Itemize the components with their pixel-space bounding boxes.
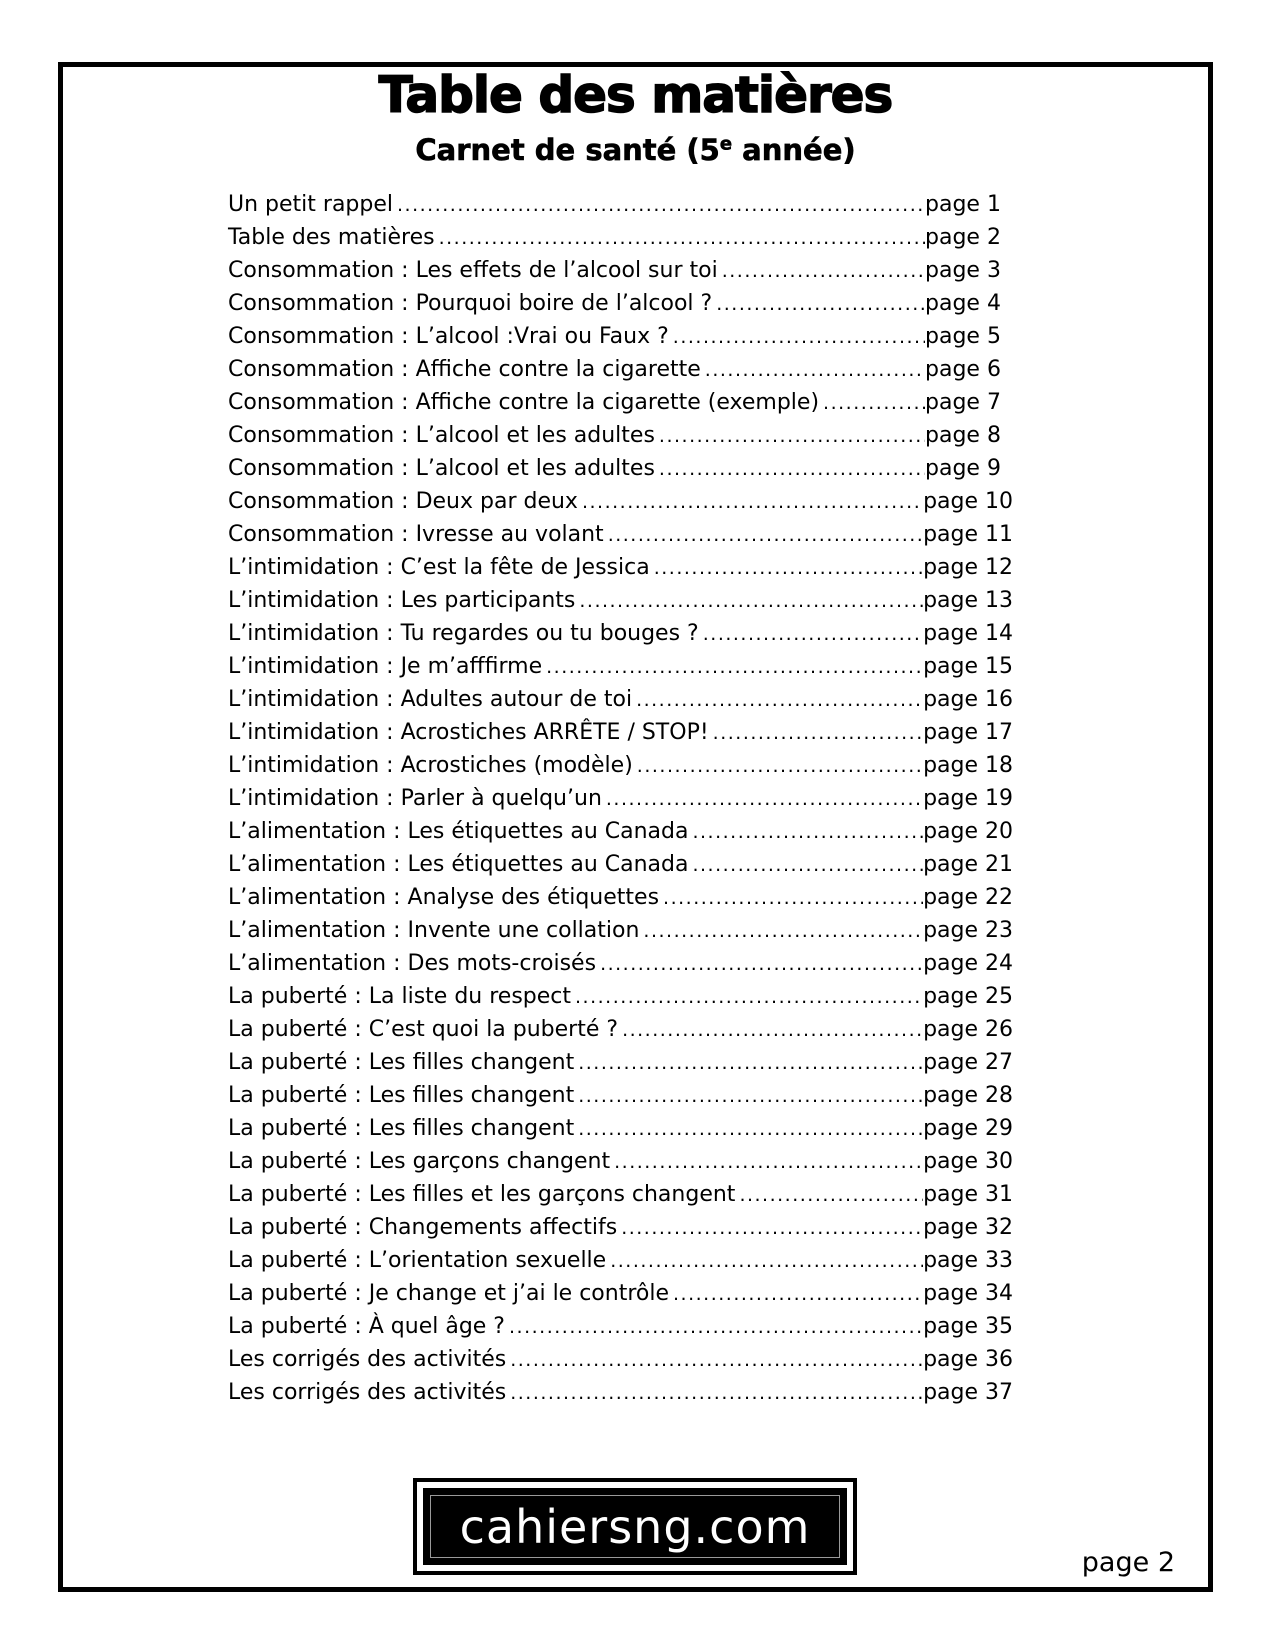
dot-leader — [542, 656, 923, 678]
toc-entry-page: page 33 — [923, 1248, 1013, 1273]
toc-entry-label: L’intimidation : Adultes autour de toi — [228, 687, 633, 712]
dot-leader — [574, 1118, 923, 1140]
dot-leader — [604, 524, 923, 546]
toc-entry-page: page 30 — [923, 1149, 1013, 1174]
toc-entry-label: Consommation : L’alcool et les adultes — [228, 423, 655, 448]
dot-leader — [688, 854, 923, 876]
toc-entry-label: L’alimentation : Des mots-croisés — [228, 951, 597, 976]
toc-entry-label: Un petit rappel — [228, 192, 393, 217]
toc-entry-label: Consommation : L’alcool :Vrai ou Faux ? — [228, 324, 669, 349]
toc-entry-label: La puberté : C’est quoi la puberté ? — [228, 1017, 619, 1042]
toc-entry-label: La puberté : À quel âge ? — [228, 1314, 505, 1339]
dot-leader — [650, 557, 923, 579]
toc-entry-label: L’intimidation : Acrostiches (modèle) — [228, 753, 633, 778]
dot-leader — [617, 1217, 923, 1239]
toc-entry-label: La puberté : Changements affectifs — [228, 1215, 618, 1240]
dot-leader — [578, 491, 923, 513]
toc-entry-page: page 34 — [923, 1281, 1013, 1306]
toc-entry-label: L’intimidation : Tu regardes ou tu bouges ? — [228, 621, 699, 646]
toc-row — [228, 1215, 1013, 1248]
subtitle-text: Carnet de santé (5 — [415, 133, 720, 167]
dot-leader — [701, 359, 925, 381]
toc-entry-label: Consommation : Deux par deux — [228, 489, 578, 514]
dot-leader — [669, 326, 925, 348]
toc-entry-page: page 2 — [925, 225, 1001, 250]
toc-entry-page: page 5 — [925, 324, 1001, 349]
toc-row — [228, 885, 1013, 918]
toc-row — [228, 390, 1013, 423]
dot-leader — [655, 425, 925, 447]
dot-leader — [709, 722, 923, 744]
dot-leader — [610, 1151, 923, 1173]
dot-leader — [639, 920, 923, 942]
toc-entry-label: L’intimidation : Parler à quelqu’un — [228, 786, 602, 811]
toc-entry-label: La puberté : Les filles changent — [228, 1116, 575, 1141]
page-subtitle — [58, 133, 1213, 167]
toc-entry-page: page 13 — [923, 588, 1013, 613]
toc-entry-page: page 36 — [923, 1347, 1013, 1372]
toc-entry-label: Consommation : Pourquoi boire de l’alcool ? — [228, 291, 713, 316]
toc-row — [228, 1116, 1013, 1149]
dot-leader — [602, 788, 923, 810]
toc-entry-page: page 28 — [923, 1083, 1013, 1108]
site-stamp-inner — [423, 1488, 847, 1565]
toc-entry-page: page 16 — [923, 687, 1013, 712]
toc-entry-page: page 23 — [923, 918, 1013, 943]
toc-row — [228, 555, 1013, 588]
toc-entry-page: page 35 — [923, 1314, 1013, 1339]
footer-page-number: page 2 — [1081, 1547, 1175, 1578]
toc-entry-label: L’intimidation : C’est la fête de Jessica — [228, 555, 650, 580]
dot-leader — [574, 1085, 923, 1107]
toc-entry-page: page 22 — [923, 885, 1013, 910]
toc-entry-label: La puberté : Les filles changent — [228, 1083, 575, 1108]
toc-row — [228, 852, 1013, 885]
dot-leader — [699, 623, 923, 645]
toc-row — [228, 1248, 1013, 1281]
toc-list — [228, 192, 1013, 1413]
dot-leader — [393, 194, 925, 216]
site-stamp-box — [413, 1478, 857, 1575]
toc-row — [228, 324, 1013, 357]
toc-entry-label: L’intimidation : Je m’afffirme — [228, 654, 543, 679]
toc-entry-label: Table des matières — [228, 225, 435, 250]
dot-leader — [633, 755, 923, 777]
toc-entry-label: Consommation : Affiche contre la cigarette — [228, 357, 701, 382]
toc-row — [228, 225, 1013, 258]
toc-entry-page: page 18 — [923, 753, 1013, 778]
toc-row — [228, 621, 1013, 654]
toc-entry-page: page 27 — [923, 1050, 1013, 1075]
toc-entry-page: page 20 — [923, 819, 1013, 844]
dot-leader — [435, 227, 925, 249]
dot-leader — [655, 458, 925, 480]
dot-leader — [718, 260, 925, 282]
toc-entry-page: page 1 — [925, 192, 1001, 217]
toc-row — [228, 654, 1013, 687]
dot-leader — [819, 392, 925, 414]
toc-entry-page: page 19 — [923, 786, 1013, 811]
toc-entry-page: page 29 — [923, 1116, 1013, 1141]
toc-row — [228, 1380, 1013, 1413]
toc-row — [228, 687, 1013, 720]
toc-entry-page: page 14 — [923, 621, 1013, 646]
toc-row — [228, 489, 1013, 522]
toc-entry-page: page 8 — [925, 423, 1001, 448]
toc-row — [228, 1347, 1013, 1380]
toc-entry-label: La puberté : Les filles et les garçons changent — [228, 1182, 736, 1207]
toc-entry-page: page 26 — [923, 1017, 1013, 1042]
toc-entry-label: Consommation : Affiche contre la cigarette (exemple) — [228, 390, 820, 415]
toc-entry-page: page 25 — [923, 984, 1013, 1009]
toc-entry-label: La puberté : Les filles changent — [228, 1050, 575, 1075]
toc-row — [228, 1314, 1013, 1347]
dot-leader — [659, 887, 923, 909]
dot-leader — [505, 1316, 923, 1338]
toc-row — [228, 1017, 1013, 1050]
toc-entry-label: La puberté : Les garçons changent — [228, 1149, 611, 1174]
dot-leader — [606, 1250, 923, 1272]
toc-row — [228, 1281, 1013, 1314]
toc-entry-label: Consommation : Les effets de l’alcool sur toi — [228, 258, 718, 283]
subtitle-text-suffix: année) — [732, 133, 856, 167]
toc-entry-page: page 10 — [923, 489, 1013, 514]
toc-entry-label: La puberté : La liste du respect — [228, 984, 571, 1009]
toc-row — [228, 522, 1013, 555]
toc-row — [228, 192, 1013, 225]
toc-entry-page: page 24 — [923, 951, 1013, 976]
toc-row — [228, 291, 1013, 324]
toc-row — [228, 819, 1013, 852]
toc-entry-label: L’alimentation : Les étiquettes au Canada — [228, 819, 689, 844]
toc-row — [228, 1050, 1013, 1083]
subtitle-superscript: e — [719, 133, 733, 155]
toc-entry-label: L’intimidation : Acrostiches ARRÊTE / STOP! — [228, 720, 709, 745]
dot-leader — [632, 689, 923, 711]
dot-leader — [506, 1382, 923, 1404]
dot-leader — [669, 1283, 923, 1305]
toc-row — [228, 951, 1013, 984]
dot-leader — [735, 1184, 923, 1206]
toc-row — [228, 588, 1013, 621]
dot-leader — [712, 293, 925, 315]
toc-entry-page: page 17 — [923, 720, 1013, 745]
toc-row — [228, 1149, 1013, 1182]
site-url-label: cahiersng.com — [459, 1499, 811, 1554]
page-title: Table des matières — [378, 66, 893, 124]
toc-row — [228, 786, 1013, 819]
toc-entry-label: L’alimentation : Les étiquettes au Canada — [228, 852, 689, 877]
toc-entry-label: La puberté : L’orientation sexuelle — [228, 1248, 607, 1273]
toc-row — [228, 918, 1013, 951]
toc-entry-label: Consommation : Ivresse au volant — [228, 522, 604, 547]
toc-entry-label: L’intimidation : Les participants — [228, 588, 576, 613]
toc-entry-page: page 37 — [923, 1380, 1013, 1405]
toc-entry-page: page 4 — [925, 291, 1001, 316]
toc-entry-page: page 9 — [925, 456, 1001, 481]
toc-entry-label: L’alimentation : Invente une collation — [228, 918, 640, 943]
toc-entry-page: page 15 — [923, 654, 1013, 679]
toc-entry-label: La puberté : Je change et j’ai le contrôle — [228, 1281, 669, 1306]
dot-leader — [574, 1052, 923, 1074]
toc-row — [228, 423, 1013, 456]
toc-entry-label: L’alimentation : Analyse des étiquettes — [228, 885, 660, 910]
toc-entry-page: page 31 — [923, 1182, 1013, 1207]
dot-leader — [506, 1349, 923, 1371]
dot-leader — [571, 986, 923, 1008]
toc-row — [228, 258, 1013, 291]
toc-entry-label: Les corrigés des activités — [228, 1347, 507, 1372]
toc-entry-page: page 12 — [923, 555, 1013, 580]
dot-leader — [575, 590, 923, 612]
dot-leader — [596, 953, 923, 975]
toc-row — [228, 984, 1013, 1017]
toc-row — [228, 456, 1013, 489]
toc-entry-page: page 21 — [923, 852, 1013, 877]
toc-row — [228, 357, 1013, 390]
dot-leader — [688, 821, 923, 843]
toc-entry-page: page 7 — [925, 390, 1001, 415]
toc-entry-page: page 6 — [925, 357, 1001, 382]
toc-entry-page: page 11 — [923, 522, 1013, 547]
dot-leader — [618, 1019, 923, 1041]
toc-row — [228, 1083, 1013, 1116]
toc-entry-label: Consommation : L’alcool et les adultes — [228, 456, 655, 481]
toc-row — [228, 720, 1013, 753]
toc-entry-page: page 3 — [925, 258, 1001, 283]
toc-row — [228, 1182, 1013, 1215]
toc-entry-label: Les corrigés des activités — [228, 1380, 507, 1405]
toc-row — [228, 753, 1013, 786]
toc-entry-page: page 32 — [923, 1215, 1013, 1240]
